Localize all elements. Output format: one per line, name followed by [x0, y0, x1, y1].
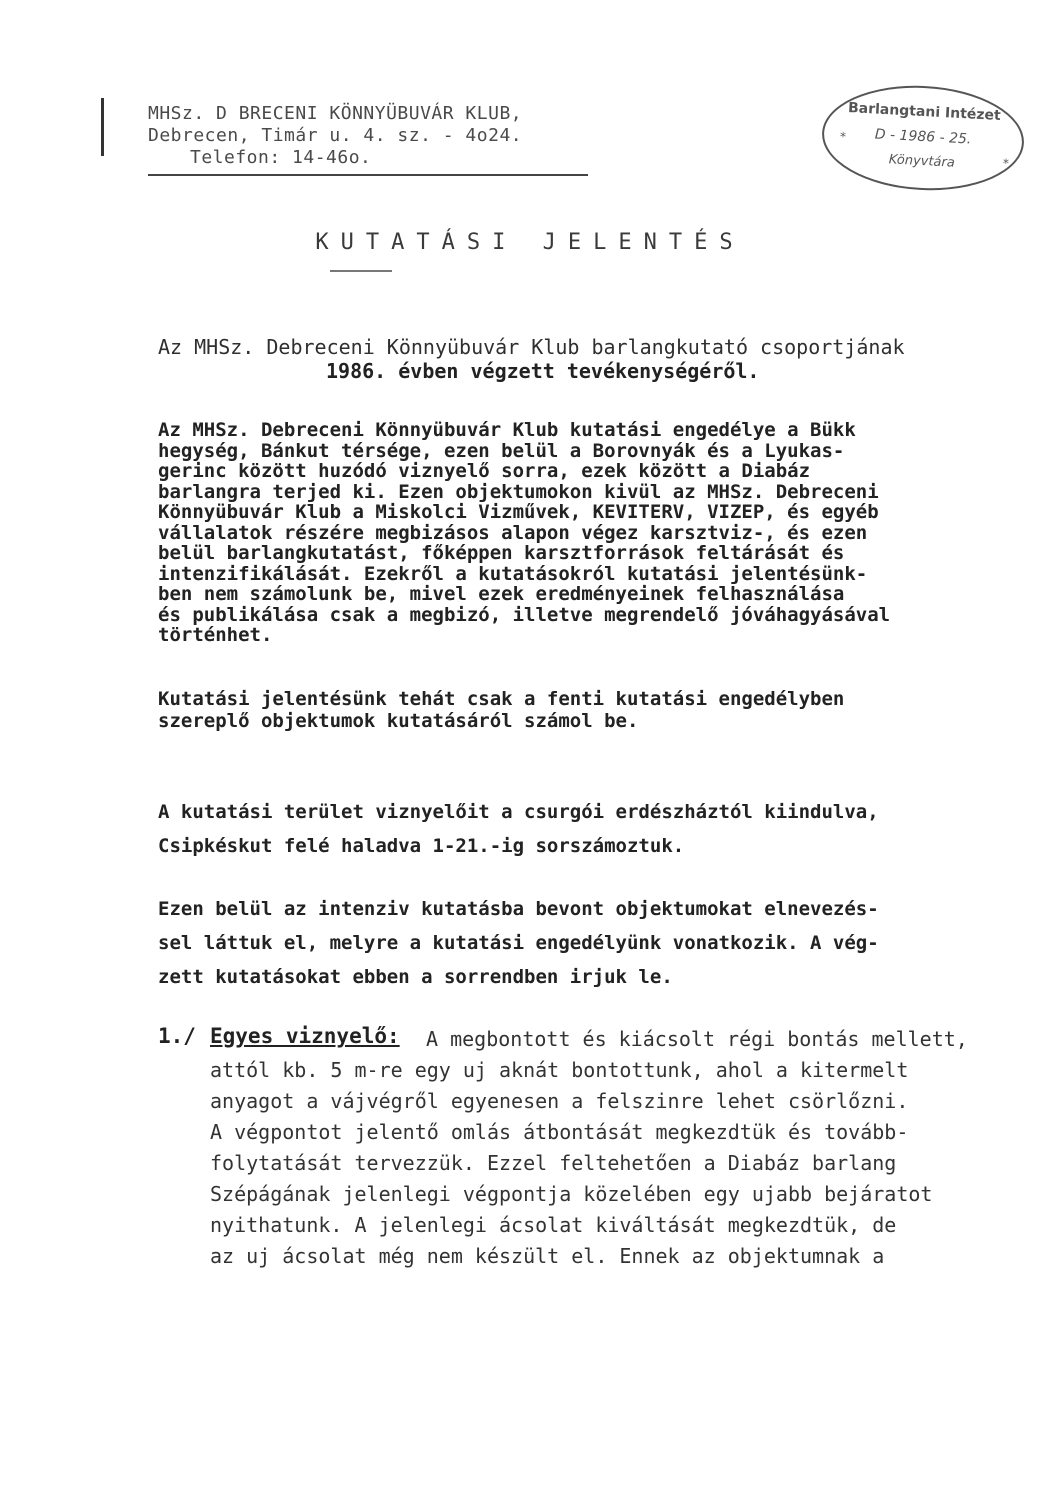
document-title: KUTATÁSI JELENTÉS [315, 230, 745, 255]
paragraph-line: és publikálása csak a megbizó, illetve megrendelő jóváhagyásával [158, 603, 891, 626]
item-line: az uj ácsolat még nem készült el. Ennek az objektumnak a [210, 1244, 885, 1268]
item-line: Szépágának jelenlegi végpontja közelében egy ujabb bejáratot [210, 1182, 933, 1206]
item-line: anyagot a vájvégről egyenesen a felszinre lehet csörlőzni. [210, 1089, 909, 1113]
paragraph-line: zett kutatásokat ebben a sorrendben irjuk le. [158, 966, 673, 988]
paragraph-line: szereplő objektumok kutatásáról számol be. [158, 710, 639, 732]
item-line: attól kb. 5 m-re egy uj aknát bontottunk, ahol a kitermelt [210, 1058, 909, 1082]
letterhead-org: MHSz. D BRECENI KÖNNYÜBUVÁR KLUB, [148, 103, 523, 124]
paragraph-report-scope [158, 688, 1008, 732]
paragraph-line: hegység, Bánkut térsége, ezen belül a Borovnyák és a Lyukas- [158, 439, 845, 462]
margin-mark [101, 98, 104, 156]
letterhead-address: Debrecen, Timár u. 4. sz. - 4o24. [148, 125, 523, 146]
paragraph-line: sel láttuk el, melyre a kutatási engedélyünk vonatkozik. A vég- [158, 932, 879, 954]
paragraph-line: A kutatási terület viznyelőit a csurgói erdészháztól kiindulva, [158, 801, 879, 823]
item-line: folytatását tervezzük. Ezzel feltehetően a Diabáz barlang [210, 1151, 897, 1175]
item-line: A megbontott és kiácsolt régi bontás mellett, [426, 1027, 968, 1051]
paragraph-research-permit [158, 420, 1008, 646]
item-number: 1./ [158, 1024, 196, 1048]
letterhead-phone: Telefon: 14-46o. [190, 147, 372, 168]
library-stamp [819, 81, 1026, 195]
intro-line: 1986. évben végzett tevékenységéről. [326, 359, 760, 383]
stamp-star-left: * [839, 129, 847, 144]
paragraph-line: belül barlangkutatást, főképpen karsztforrások feltárását és [158, 542, 845, 564]
paragraph-line: barlangra terjed ki. Ezen objektumokon kivül az MHSz. Debreceni [158, 480, 879, 503]
letterhead-rule [148, 174, 588, 176]
intro-paragraph [158, 335, 1008, 383]
stamp-number: D - 1986 - 25. [874, 126, 972, 148]
paragraph-line: vállalatok részére megbizásos alapon végez karsztviz-, és ezen [158, 521, 868, 544]
paragraph-line: Könnyübuvár Klub a Miskolci Vizművek, KEVITERV, VIZEP, és egyéb [158, 501, 879, 523]
item-body [210, 1024, 968, 1272]
paragraph-line: Kutatási jelentésünk tehát csak a fenti kutatási engedélyben [158, 688, 845, 710]
intro-line: Az MHSz. Debreceni Könnyübuvár Klub barlangkutató csoportjának [158, 335, 905, 359]
paragraph-objects [158, 892, 1008, 994]
paragraph-line: ben nem számolunk be, mivel ezek eredményeinek felhasználása [158, 583, 845, 605]
paragraph-line: gerinc között huzódó viznyelő sorra, ezek között a Diabáz [158, 460, 811, 482]
item-label: Egyes viznyelő: [210, 1024, 400, 1048]
stamp-star-right: * [1002, 156, 1010, 171]
item-line: A végpontot jelentő omlás átbontását megkezdtük és tovább- [210, 1120, 909, 1144]
paragraph-line: történhet. [158, 624, 273, 646]
title-underline [330, 270, 392, 272]
paragraph-line: Az MHSz. Debreceni Könnyübuvár Klub kutatási engedélye a Bükk [158, 419, 856, 441]
paragraph-numbering [158, 795, 1008, 863]
paragraph-line: Csipkéskut felé haladva 1-21.-ig sorszámoztuk. [158, 835, 685, 857]
letterhead [148, 103, 598, 169]
stamp-library: Könyvtára [888, 152, 956, 171]
item-line: nyithatunk. A jelenlegi ácsolat kiváltását megkezdtük, de [210, 1213, 897, 1237]
stamp-institute: Barlangtani Intézet [847, 100, 1002, 125]
paragraph-line: intenzifikálását. Ezekről a kutatásokról kutatási jelentésünk- [158, 562, 868, 585]
paragraph-line: Ezen belül az intenziv kutatásba bevont objektumokat elnevezés- [158, 898, 879, 920]
